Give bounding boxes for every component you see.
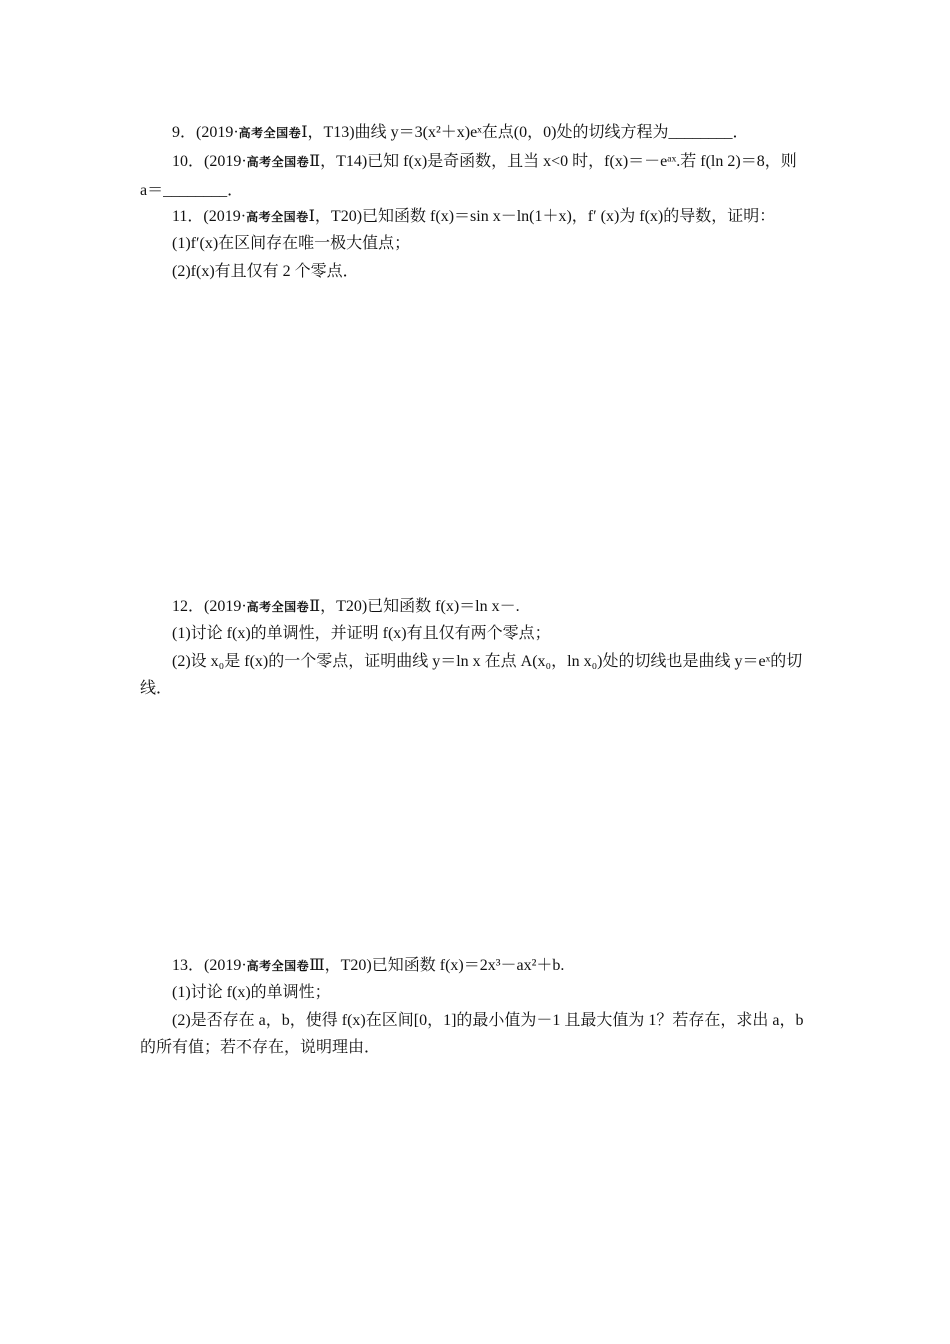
problem-11-part-1: (1)f′(x)在区间存在唯一极大值点；	[172, 235, 411, 252]
source-tag: Ⅰ，T20)	[308, 208, 363, 225]
problem-13-part-2-continuation: 的所有值；若不存在，说明理由．	[140, 1039, 381, 1056]
problem-12-part-1: (1)讨论 f(x)的单调性，并证明 f(x)有且仅有两个零点；	[172, 625, 551, 642]
problem-text: 已知函数 f(x)＝ln x－.	[367, 598, 520, 615]
problem-number: 13．(2019·	[172, 957, 247, 974]
problem-11	[172, 206, 820, 228]
problem-13	[172, 955, 820, 977]
problem-number: 11．(2019·	[172, 208, 247, 225]
source-label: 高考全国卷	[246, 600, 310, 614]
source-label: 高考全国卷	[246, 155, 310, 169]
problem-text: 曲线 y＝3(x²＋x)eˣ在点(0，0)处的切线方程为________．	[354, 124, 749, 141]
source-tag: Ⅱ，T20)	[309, 598, 368, 615]
problem-13-part-1: (1)讨论 f(x)的单调性；	[172, 984, 331, 1001]
problem-9	[172, 122, 820, 144]
source-tag: Ⅰ，T13)	[301, 124, 355, 141]
problem-number: 10．(2019·	[172, 153, 247, 170]
source-tag: Ⅲ，T20)	[309, 957, 372, 974]
problem-12-part-2-continuation: 线．	[140, 680, 173, 697]
problem-11-part-2: (2)f(x)有且仅有 2 个零点．	[172, 263, 359, 280]
problem-12-part-2: (2)设 x₀是 f(x)的一个零点，证明曲线 y＝ln x 在点 A(x₀，ln x₀)处的切线也是曲线 y＝eˣ的切	[172, 653, 803, 670]
source-label: 高考全国卷	[246, 210, 309, 224]
problem-number: 9．(2019·	[172, 124, 239, 141]
problem-12	[172, 596, 820, 618]
problem-text: 已知 f(x)是奇函数，且当 x<0 时，f(x)＝－eᵃˣ.若 f(ln 2)＝8，则	[367, 153, 797, 170]
source-tag: Ⅱ，T14)	[309, 153, 368, 170]
problem-number: 12．(2019·	[172, 598, 247, 615]
problem-10	[172, 151, 820, 173]
problem-13-part-2: (2)是否存在 a，b，使得 f(x)在区间[0，1]的最小值为－1 且最大值为 1？若存在，求出 a，b	[172, 1012, 804, 1029]
problem-text: 已知函数 f(x)＝sin x－ln(1＋x)，f′ (x)为 f(x)的导数，证明：	[362, 208, 776, 225]
source-label: 高考全国卷	[238, 126, 302, 140]
problem-10-continuation: a＝________．	[140, 182, 244, 199]
problem-text: 已知函数 f(x)＝2x³－ax²＋b.	[371, 957, 565, 974]
source-label: 高考全国卷	[246, 959, 310, 973]
